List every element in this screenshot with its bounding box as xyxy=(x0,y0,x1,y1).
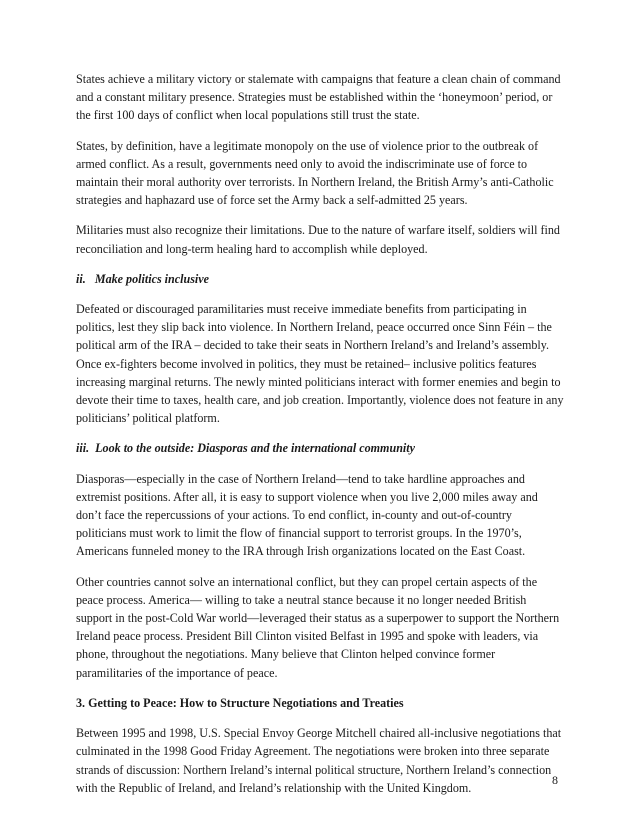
paragraph-other-countries: Other countries cannot solve an international conflict, but they can propel certain aspects of the peace process. America— willing to take a neutral stance because it no longer needed British support in the post-Cold War world—leveraged their status as a superpower to support the Northern Ireland peace process. President Bill Clinton visited Belfast in 1995 and spoke with leaders, via phone, throughout the negotiations. Many believe that Clinton helped convince former paramilitaries of the importance of peace. xyxy=(76,574,560,680)
paragraph-negotiations: Between 1995 and 1998, U.S. Special Envoy George Mitchell chaired all-inclusive negotiations that culminated in the 1998 Good Friday Agreement. The negotiations were broken into three separate strands of discussion: Northern Ireland’s internal political structure, Northern Ireland’s connection with the Republic of Ireland, and Ireland’s relationship with the United Kingdom. xyxy=(76,726,562,795)
paragraph-paramilitaries: Defeated or discouraged paramilitaries must receive immediate benefits from participating in politics, lest they slip back into violence. In Northern Ireland, peace occurred once Sinn Féin – the political arm of the IRA – decided to take their seats in Northern Ireland’s and Ireland’s assembly. Once ex-fighters become involved in politics, they must be retained– inclusive politics features increasing marginal returns. The newly minted politicians interact with former enemies and begin to devote their time to taxes, health care, and job creation. Importantly, violence does not feature in any politicians’ political platform. xyxy=(76,302,564,426)
paragraph-military-victory: States achieve a military victory or stalemate with campaigns that feature a clean chain of command and a constant military presence. Strategies must be established within the ‘honeymoon’ period, or the first 100 days of conflict when local populations still trust the state. xyxy=(76,72,561,123)
heading-getting-to-peace: 3. Getting to Peace: How to Structure Negotiations and Treaties xyxy=(76,695,404,710)
heading-diasporas: iii. Look to the outside: Diasporas and the international community xyxy=(76,441,416,456)
page-number: 8 xyxy=(552,773,558,787)
paragraph-legitimate-monopoly: States, by definition, have a legitimate monopoly on the use of violence prior to the outbreak of armed conflict. As a result, governments need only to avoid the indiscriminate use of force to maintain their moral authority over terrorists. In Northern Ireland, the British Army’s anti-Catholic strategies and haphazard use of force set the Army back a self-admitted 25 years. xyxy=(76,138,554,208)
paragraph-military-limitations: Militaries must also recognize their limitations. Due to the nature of warfare itself, soldiers will find reconciliation and long-term healing hard to accomplish while deployed. xyxy=(76,223,560,256)
page-content xyxy=(76,70,564,809)
paragraph-diasporas: Diasporas—especially in the case of Northern Ireland—tend to take hardline approaches and extremist positions. After all, it is easy to support violence when you live 2,000 miles away and don’t face the repercussions of your actions. To end conflict, in-county and out-of-country politicians must work to limit the flow of financial support to terrorist groups. In the 1970’s, Americans funneled money to the IRA through Irish organizations located on the East Coast. xyxy=(76,471,538,559)
heading-inclusive-politics: ii. Make politics inclusive xyxy=(76,271,210,286)
